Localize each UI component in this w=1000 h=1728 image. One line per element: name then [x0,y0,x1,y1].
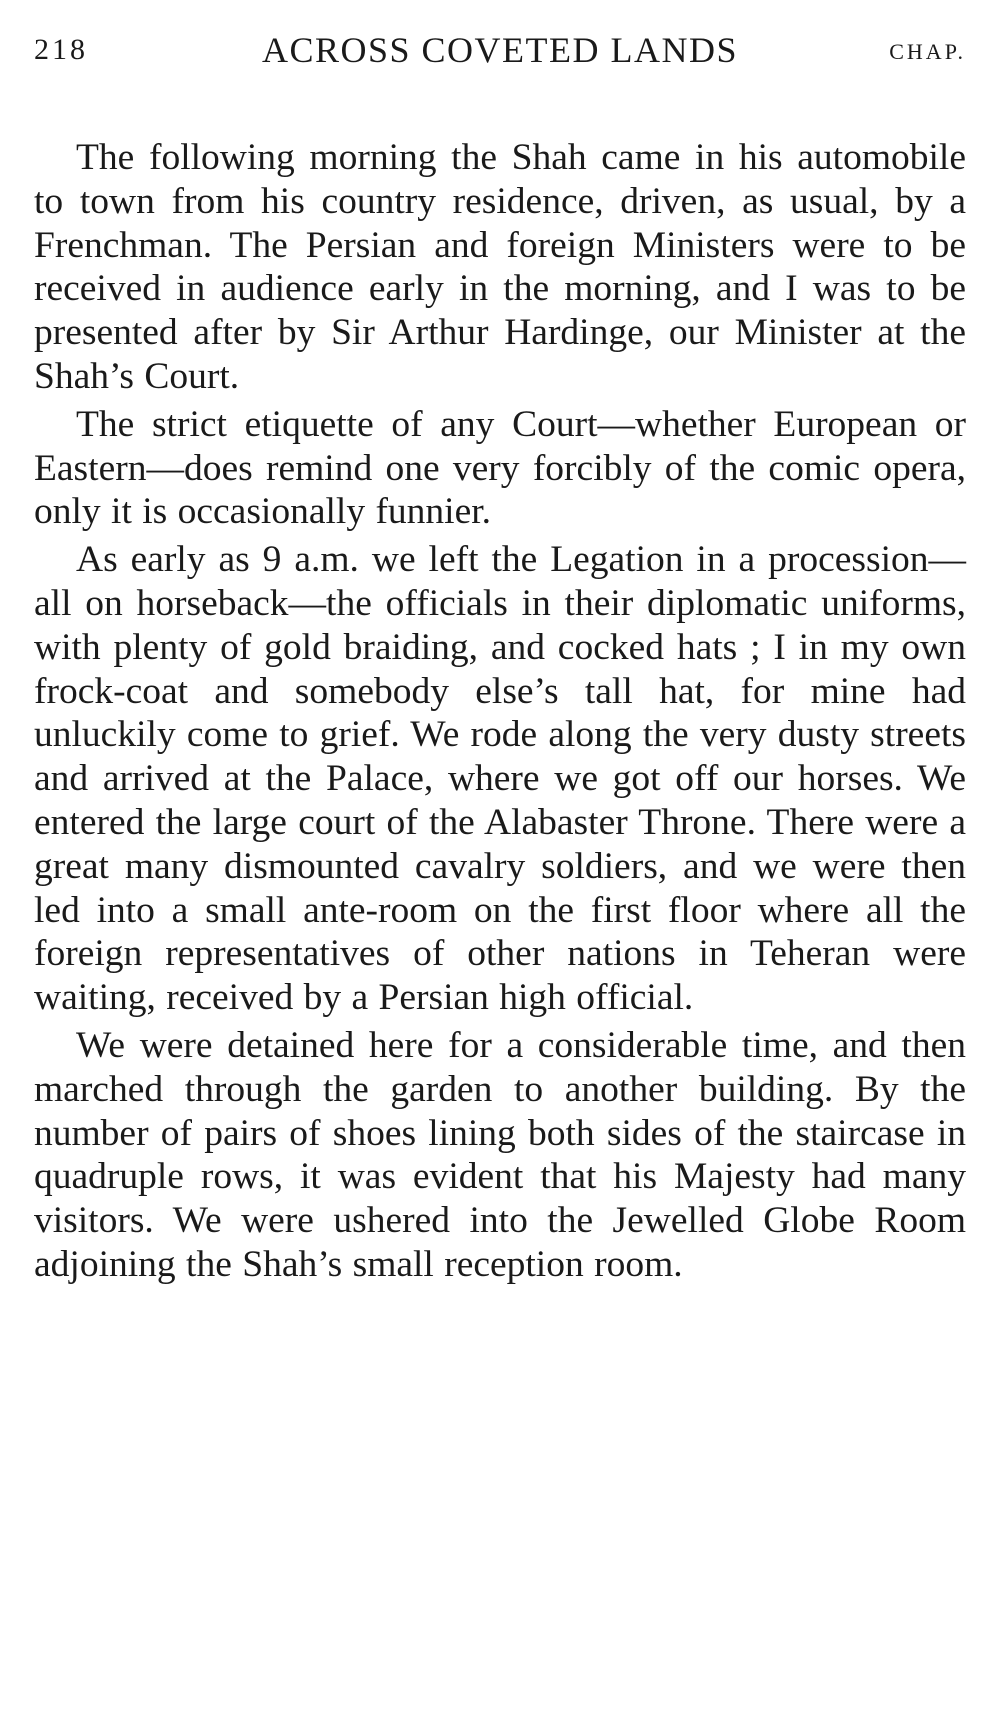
running-title: ACROSS COVETED LANDS [261,30,739,70]
book-page [34,22,966,1291]
paragraph: We were detained here for a considerable time, and then marched through the garden to another building. By the number of pairs of shoes lining both sides of the staircase in quadruple rows, it was evident that his Majesty had many visitors. We were ushered into the Jewelled Globe Room adjoining the Shah’s small reception room. [34,1024,966,1285]
body-text [34,136,966,1287]
paragraph: The strict etiquette of any Court—whether European or Eastern—does remind one very forcibly of the comic opera, only it is occasionally funnier. [34,403,966,533]
running-head [34,22,966,78]
paragraph: The following morning the Shah came in his automobile to town from his country residence, driven, as usual, by a Frenchman. The Persian and foreign Ministers were to be received in audience early in the morning, and I was to be presented after by Sir Arthur Hardinge, our Minister at the Shah’s Court. [34,137,966,397]
chapter-tag: CHAP. [889,39,966,64]
paragraph: As early as 9 a.m. we left the Legation in a procession—all on horseback—the officials in their diplomatic uniforms, with plenty of gold braiding, and cocked hats ; I in my own frock-coat and somebody else’s tall hat, for mine had unluckily come to grief. We rode along the very dusty streets and arrived at the Palace, where we got off our horses. We entered the large court of the Alabaster Throne. There were a great many dismounted cavalry soldiers, and we were then led into a small ante-room on the first floor where all the foreign representatives of other nations in Teheran were waiting, received by a Persian high official. [34,539,966,1019]
page-number: 218 [34,33,88,66]
